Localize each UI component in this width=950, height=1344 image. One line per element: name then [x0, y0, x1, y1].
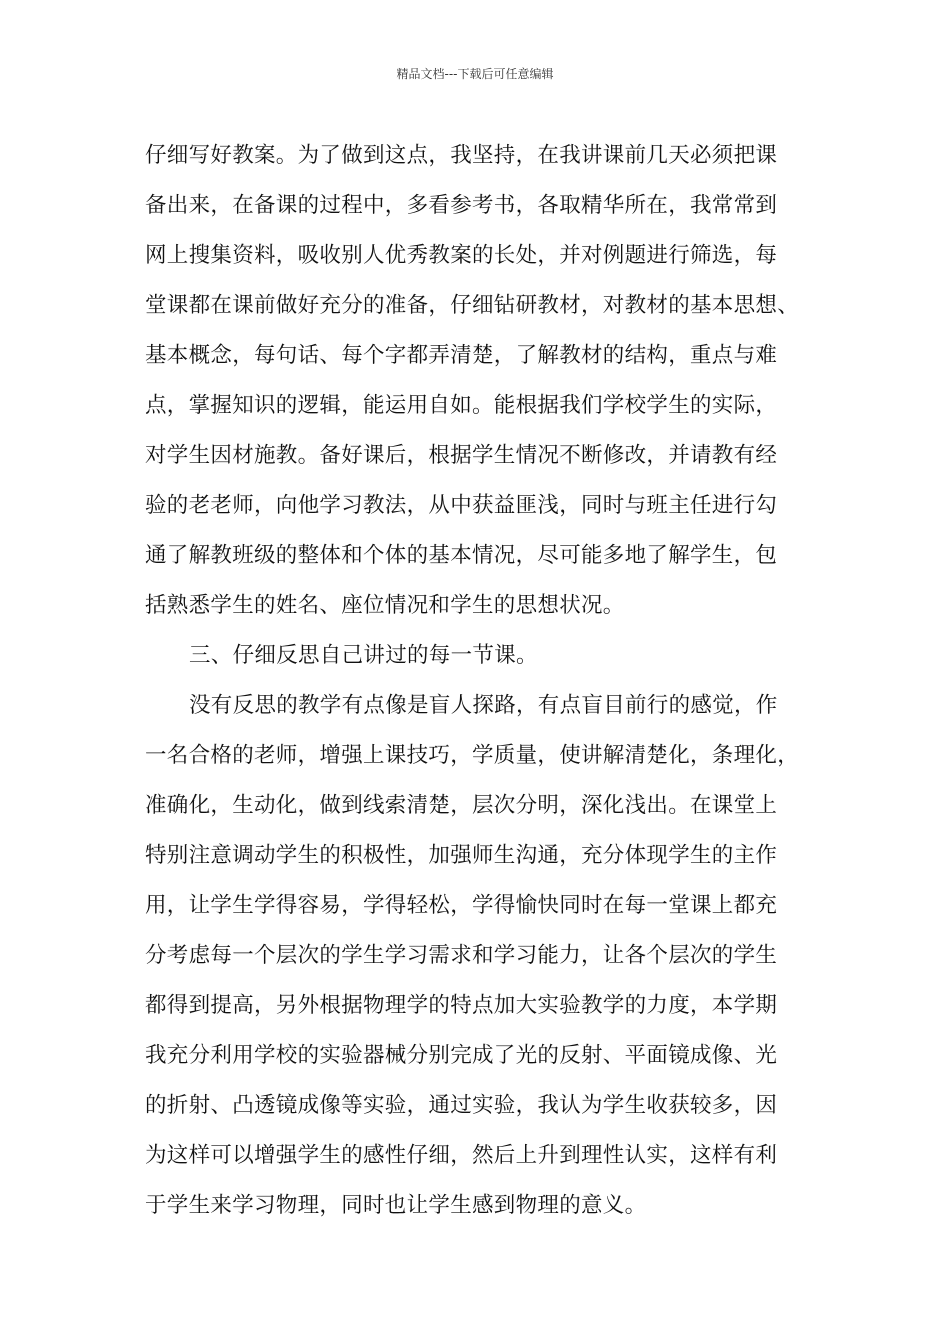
text-line: 网上搜集资料，吸收别人优秀教案的长处，并对例题进行筛选，每 — [145, 243, 778, 268]
text-line: 仔细写好教案。为了做到这点，我坚持，在我讲课前几天必须把课 — [145, 143, 778, 168]
text-line: 我充分利用学校的实验器械分别完成了光的反射、平面镜成像、光 — [145, 1043, 778, 1068]
text-line: 堂课都在课前做好充分的准备，仔细钻研教材，对教材的基本思想、 — [145, 293, 800, 318]
paragraph-start: 没有反思的教学有点像是盲人探路，有点盲目前行的感觉，作 — [189, 693, 778, 718]
text-line: 一名合格的老师，增强上课技巧，学质量，使讲解清楚化，条理化， — [145, 743, 800, 768]
text-line: 都得到提高，另外根据物理学的特点加大实验教学的力度，本学期 — [145, 993, 778, 1018]
text-line: 准确化，生动化，做到线索清楚，层次分明，深化浅出。在课堂上 — [145, 793, 778, 818]
page-header: 精品文档---下载后可任意编辑 — [396, 67, 554, 81]
text-line: 备出来，在备课的过程中，多看参考书，各取精华所在，我常常到 — [145, 193, 778, 218]
text-line: 基本概念，每句话、每个字都弄清楚，了解教材的结构，重点与难 — [145, 343, 778, 368]
text-line: 特别注意调动学生的积极性，加强师生沟通，充分体现学生的主作 — [145, 843, 778, 868]
text-line: 通了解教班级的整体和个体的基本情况，尽可能多地了解学生，包 — [145, 543, 778, 568]
text-line: 括熟悉学生的姓名、座位情况和学生的思想状况。 — [145, 593, 625, 618]
text-line: 于学生来学习物理，同时也让学生感到物理的意义。 — [145, 1193, 647, 1218]
text-line: 用，让学生学得容易，学得轻松，学得愉快同时在每一堂课上都充 — [145, 893, 778, 918]
text-line: 为这样可以增强学生的感性仔细，然后上升到理性认实，这样有利 — [145, 1143, 778, 1168]
text-line: 验的老老师，向他学习教法，从中获益匪浅，同时与班主任进行勾 — [145, 493, 778, 518]
body-text — [145, 131, 845, 1231]
text-line: 分考虑每一个层次的学生学习需求和学习能力，让各个层次的学生 — [145, 943, 778, 968]
text-line: 点，掌握知识的逻辑，能运用自如。能根据我们学校学生的实际， — [145, 393, 778, 418]
text-line: 的折射、凸透镜成像等实验，通过实验，我认为学生收获较多，因 — [145, 1093, 778, 1118]
section-heading: 三、仔细反思自己讲过的每一节课。 — [189, 643, 538, 668]
text-line: 对学生因材施教。备好课后，根据学生情况不断修改，并请教有经 — [145, 443, 778, 468]
